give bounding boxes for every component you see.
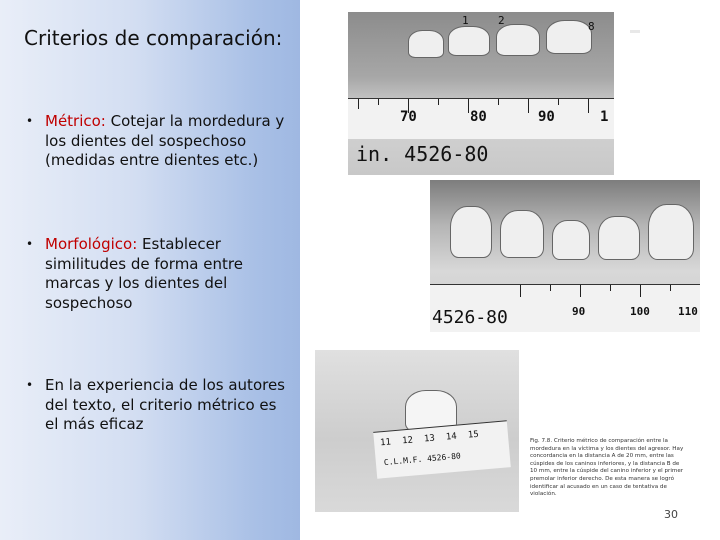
- ruler-label: 90: [538, 109, 555, 125]
- ruler-tick: [558, 99, 559, 105]
- bullet-body: Establecer similitudes de forma entre marcas y los dientes del sospechoso: [45, 235, 243, 312]
- tooth-number: 2: [498, 14, 505, 27]
- tooth-shape: [648, 204, 694, 260]
- bullet-lead: Morfológico:: [45, 235, 138, 253]
- ruler-tick: [580, 285, 581, 297]
- tooth-number: 8: [588, 20, 595, 33]
- ruler-label: 12: [401, 435, 414, 447]
- bullet-lead: Métrico:: [45, 112, 106, 130]
- bullet-text: [45, 112, 290, 171]
- photo-cast-bottom: [315, 350, 519, 512]
- ruler-label: 11: [379, 437, 392, 449]
- ruler: [373, 420, 511, 479]
- ruler-tick: [468, 99, 469, 113]
- ruler-tick: [670, 285, 671, 291]
- stamp-text: C.L.M.F. 4526-80: [383, 451, 462, 468]
- tooth-shape: [450, 206, 492, 258]
- ruler: [430, 284, 700, 332]
- ruler-label: 110: [678, 305, 698, 318]
- ruler-label: 70: [400, 109, 417, 125]
- ruler-label: 13: [423, 433, 436, 445]
- ruler-tick: [610, 285, 611, 291]
- ruler: [348, 98, 614, 139]
- tooth-shape: [552, 220, 590, 260]
- photo-bite-mark-top: [348, 12, 614, 175]
- bullet-body: Cotejar la mordedura y los dientes del sospechoso (medidas entre dientes etc.): [45, 112, 285, 169]
- case-code: 4526-80: [432, 307, 508, 328]
- tooth-shape: [448, 26, 490, 56]
- bullet-symbol: •: [26, 378, 34, 392]
- bullet-body: En la experiencia de los autores del texto, el criterio métrico es el más eficaz: [45, 376, 285, 433]
- ruler-label: 15: [467, 429, 480, 441]
- bullet-symbol: •: [26, 114, 34, 128]
- ruler-tick: [588, 99, 589, 113]
- ruler-tick: [438, 99, 439, 105]
- ruler-tick: [358, 99, 359, 109]
- ruler-label: 100: [630, 305, 650, 318]
- case-code: in. 4526-80: [356, 142, 489, 166]
- ruler-tick: [550, 285, 551, 291]
- ruler-tick: [528, 99, 529, 113]
- ruler-tick: [378, 99, 379, 105]
- faded-text-line: [630, 30, 640, 33]
- tooth-shape: [500, 210, 544, 258]
- ruler-tick: [520, 285, 521, 297]
- tooth-number: 1: [462, 14, 469, 27]
- photo-bite-mark-middle: [430, 180, 700, 332]
- ruler-tick: [498, 99, 499, 105]
- ruler-label: 90: [572, 305, 586, 318]
- tooth-shape: [598, 216, 640, 260]
- slide-title: Criterios de comparación:: [24, 26, 283, 50]
- tooth-shape: [496, 24, 540, 56]
- tooth-shape: [408, 30, 444, 58]
- ruler-label: 14: [445, 431, 458, 443]
- ruler-tick: [640, 285, 641, 297]
- bullet-text: [45, 376, 290, 435]
- page-number: 30: [664, 508, 678, 521]
- left-text-panel: [0, 0, 300, 540]
- ruler-label: 1: [600, 109, 609, 125]
- ruler-label: 80: [470, 109, 487, 125]
- bullet-text: [45, 235, 290, 313]
- tooth-shape: [546, 20, 592, 54]
- figure-caption: Fig. 7.8. Criterio métrico de comparación entre la mordedura en la víctima y los dientes del agresor. Hay concordancia en la distancia A de 20 mm, entre las cúspides de los caninos inferiores, y la distancia B de 10 mm, entre la cúspide del canino inferior y el primer premolar inferior derecho. De esta manera se logró identificar al acusado en un caso de tentativa de violación.: [530, 438, 684, 498]
- bullet-symbol: •: [26, 237, 34, 251]
